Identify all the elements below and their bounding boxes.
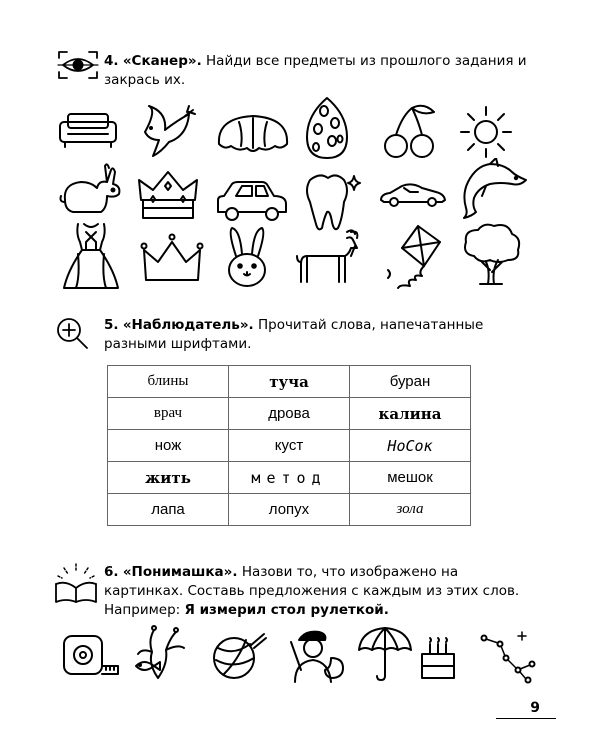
table-row bbox=[108, 494, 471, 526]
word-cell: нож bbox=[108, 430, 229, 462]
dove-icon bbox=[135, 102, 203, 162]
sun-icon bbox=[458, 104, 514, 160]
tape-measure-icon bbox=[60, 632, 122, 680]
table-row bbox=[108, 366, 471, 398]
table-row bbox=[108, 430, 471, 462]
constellation-icon bbox=[478, 628, 540, 684]
open-book-icon bbox=[52, 560, 100, 606]
word-cell: калина bbox=[350, 398, 471, 430]
tree-icon bbox=[458, 222, 524, 288]
word-cell: зола bbox=[350, 494, 471, 526]
rabbit-icon bbox=[57, 162, 127, 218]
word-cell: куст bbox=[229, 430, 350, 462]
tooth-icon bbox=[300, 170, 366, 234]
task6-example: Я измерил стол рулеткой. bbox=[184, 602, 389, 618]
task5-instruction: Прочитай слова, напечатанные разными шрифтами. bbox=[104, 317, 484, 352]
word-cell: дрова bbox=[229, 398, 350, 430]
croissant-icon bbox=[215, 110, 291, 158]
coral-fish-icon bbox=[128, 624, 196, 682]
dolphin-icon bbox=[456, 158, 528, 222]
word-cell: жить bbox=[108, 462, 229, 494]
task6-number: 6. bbox=[104, 564, 119, 580]
sofa-icon bbox=[57, 110, 119, 152]
word-cell: метод bbox=[229, 462, 350, 494]
goat-icon bbox=[295, 226, 365, 286]
task4-instruction: Найди все предметы из прошлого задания и закрась их. bbox=[104, 53, 527, 88]
crown-outline-icon bbox=[140, 228, 204, 288]
word-cell: мешок bbox=[350, 462, 471, 494]
task5-text bbox=[104, 316, 536, 354]
sports-car-icon bbox=[378, 178, 448, 210]
word-cell: лапа bbox=[108, 494, 229, 526]
word-cell: лопух bbox=[229, 494, 350, 526]
word-cell: блины bbox=[108, 366, 229, 398]
yarn-ball-icon bbox=[210, 630, 268, 682]
word-table bbox=[107, 365, 471, 526]
table-row bbox=[108, 462, 471, 494]
kite-icon bbox=[378, 222, 448, 292]
bunny-face-icon bbox=[218, 226, 276, 290]
magnifier-icon bbox=[55, 316, 91, 352]
umbrella-icon bbox=[355, 624, 415, 684]
dress-icon bbox=[60, 220, 122, 292]
crown-icon bbox=[135, 166, 201, 222]
task5-title: «Наблюдатель». bbox=[122, 317, 254, 333]
task4-text bbox=[104, 52, 536, 90]
task4-number: 4. bbox=[104, 53, 119, 69]
cherry-icon bbox=[380, 102, 438, 160]
word-cell: туча bbox=[229, 366, 350, 398]
task6-title: «Понимашка». bbox=[122, 564, 238, 580]
painter-icon bbox=[285, 628, 347, 684]
egg-icon bbox=[302, 95, 352, 161]
task5-number: 5. bbox=[104, 317, 119, 333]
scanner-eye-icon bbox=[57, 50, 99, 80]
task6-instruction: Назови то, что изображено на картинках. Составь предложения с каждым из этих слов. Например: bbox=[104, 564, 520, 618]
table-row bbox=[108, 398, 471, 430]
word-cell: НоСок bbox=[350, 430, 471, 462]
task4-title: «Сканер». bbox=[122, 53, 202, 69]
page-number-divider bbox=[496, 718, 556, 719]
task6-text bbox=[104, 563, 536, 620]
word-cell: буран bbox=[350, 366, 471, 398]
page-number: 9 bbox=[530, 700, 540, 716]
car-icon bbox=[214, 176, 290, 224]
cake-icon bbox=[418, 630, 458, 682]
word-cell: врач bbox=[108, 398, 229, 430]
